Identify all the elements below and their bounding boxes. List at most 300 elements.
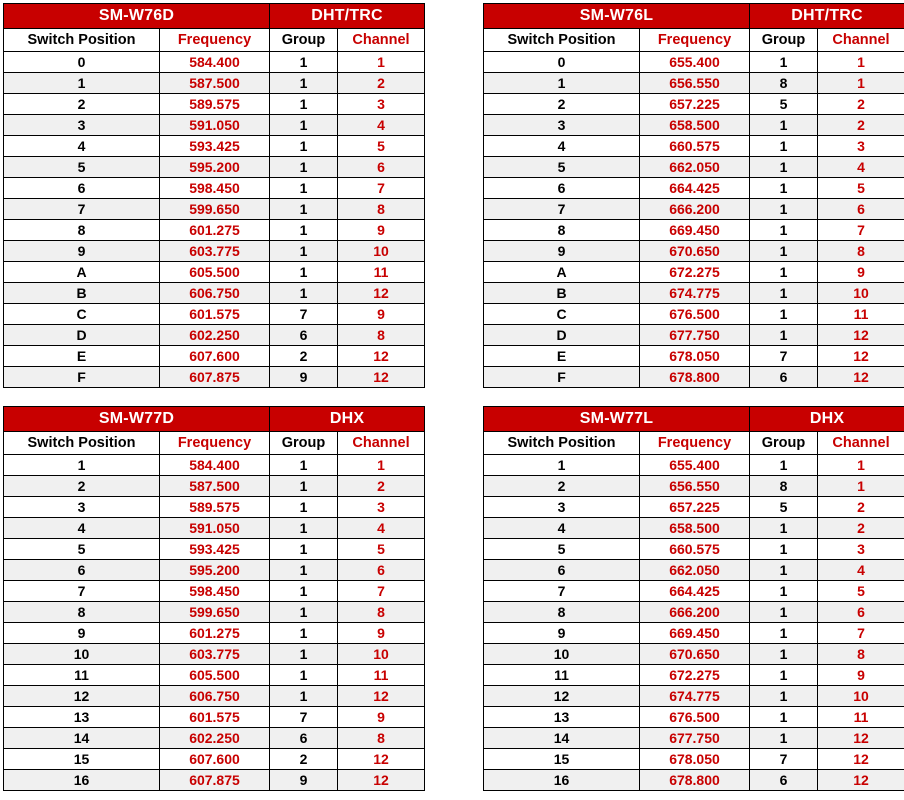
cell-frequency: 589.575 xyxy=(160,497,270,518)
cell-frequency: 678.800 xyxy=(640,367,750,388)
cell-frequency: 677.750 xyxy=(640,728,750,749)
cell-group: 6 xyxy=(270,325,338,346)
cell-channel: 4 xyxy=(338,518,425,539)
cell-channel: 3 xyxy=(338,497,425,518)
cell-group: 1 xyxy=(270,497,338,518)
cell-switch-position: 6 xyxy=(4,560,160,581)
cell-frequency: 591.050 xyxy=(160,518,270,539)
cell-channel: 9 xyxy=(818,665,904,686)
cell-switch-position: 2 xyxy=(484,94,640,115)
cell-group: 6 xyxy=(270,728,338,749)
cell-group: 1 xyxy=(270,560,338,581)
column-header-group: Group xyxy=(750,432,818,455)
cell-group: 1 xyxy=(750,455,818,476)
cell-frequency: 655.400 xyxy=(640,455,750,476)
cell-frequency: 602.250 xyxy=(160,728,270,749)
table-row xyxy=(484,728,904,749)
cell-group: 1 xyxy=(750,136,818,157)
table-row xyxy=(484,644,904,665)
cell-channel: 10 xyxy=(818,686,904,707)
cell-switch-position: 4 xyxy=(484,518,640,539)
cell-group: 1 xyxy=(750,220,818,241)
series-title: DHT/TRC xyxy=(270,4,425,29)
cell-channel: 11 xyxy=(818,304,904,325)
cell-switch-position: 10 xyxy=(4,644,160,665)
cell-switch-position: 8 xyxy=(484,602,640,623)
cell-frequency: 602.250 xyxy=(160,325,270,346)
cell-frequency: 599.650 xyxy=(160,199,270,220)
cell-switch-position: A xyxy=(484,262,640,283)
cell-channel: 2 xyxy=(818,518,904,539)
cell-channel: 6 xyxy=(818,199,904,220)
cell-group: 1 xyxy=(270,581,338,602)
table-row xyxy=(4,770,425,791)
cell-switch-position: F xyxy=(484,367,640,388)
cell-frequency: 589.575 xyxy=(160,94,270,115)
cell-channel: 11 xyxy=(338,262,425,283)
cell-channel: 5 xyxy=(818,178,904,199)
table-row xyxy=(484,623,904,644)
cell-channel: 4 xyxy=(338,115,425,136)
column-header-frequency: Frequency xyxy=(160,29,270,52)
cell-switch-position: 14 xyxy=(484,728,640,749)
table-row xyxy=(484,455,904,476)
table-title-row xyxy=(484,4,904,29)
cell-switch-position: 16 xyxy=(4,770,160,791)
column-header-group: Group xyxy=(270,29,338,52)
cell-switch-position: 9 xyxy=(4,241,160,262)
table-row xyxy=(484,539,904,560)
table-row xyxy=(484,749,904,770)
cell-frequency: 658.500 xyxy=(640,115,750,136)
cell-channel: 5 xyxy=(338,136,425,157)
cell-frequency: 662.050 xyxy=(640,157,750,178)
table-row xyxy=(4,178,425,199)
table-row xyxy=(484,476,904,497)
cell-channel: 3 xyxy=(818,539,904,560)
table-row xyxy=(484,707,904,728)
cell-frequency: 606.750 xyxy=(160,686,270,707)
cell-frequency: 678.800 xyxy=(640,770,750,791)
cell-channel: 12 xyxy=(338,770,425,791)
cell-switch-position: 6 xyxy=(4,178,160,199)
cell-switch-position: 14 xyxy=(4,728,160,749)
table-row xyxy=(484,115,904,136)
table-row xyxy=(4,560,425,581)
cell-group: 1 xyxy=(750,518,818,539)
column-header-group: Group xyxy=(750,29,818,52)
cell-frequency: 657.225 xyxy=(640,497,750,518)
table-row xyxy=(4,707,425,728)
cell-switch-position: 9 xyxy=(484,241,640,262)
table-row xyxy=(4,199,425,220)
cell-frequency: 591.050 xyxy=(160,115,270,136)
table-row xyxy=(484,602,904,623)
cell-frequency: 666.200 xyxy=(640,602,750,623)
cell-frequency: 607.875 xyxy=(160,770,270,791)
cell-switch-position: 13 xyxy=(4,707,160,728)
table-row xyxy=(484,94,904,115)
table-row xyxy=(4,623,425,644)
cell-frequency: 587.500 xyxy=(160,476,270,497)
cell-group: 1 xyxy=(270,686,338,707)
cell-group: 1 xyxy=(750,157,818,178)
cell-switch-position: 5 xyxy=(484,157,640,178)
cell-group: 1 xyxy=(750,178,818,199)
cell-channel: 9 xyxy=(338,623,425,644)
cell-frequency: 607.875 xyxy=(160,367,270,388)
table-row xyxy=(4,539,425,560)
cell-switch-position: 6 xyxy=(484,560,640,581)
cell-channel: 12 xyxy=(818,367,904,388)
cell-group: 1 xyxy=(750,623,818,644)
cell-group: 1 xyxy=(270,220,338,241)
column-header-frequency: Frequency xyxy=(640,432,750,455)
cell-group: 1 xyxy=(750,644,818,665)
cell-frequency: 677.750 xyxy=(640,325,750,346)
series-title: DHX xyxy=(270,407,425,432)
table-row xyxy=(4,749,425,770)
table-row xyxy=(484,325,904,346)
column-header-row xyxy=(4,432,425,455)
table-row xyxy=(4,581,425,602)
cell-group: 7 xyxy=(750,749,818,770)
cell-channel: 9 xyxy=(338,304,425,325)
cell-channel: 12 xyxy=(338,749,425,770)
cell-switch-position: D xyxy=(4,325,160,346)
table-row xyxy=(484,581,904,602)
table-title-row xyxy=(4,4,425,29)
cell-switch-position: 5 xyxy=(4,157,160,178)
cell-switch-position: 7 xyxy=(484,581,640,602)
cell-group: 1 xyxy=(270,602,338,623)
cell-group: 9 xyxy=(270,770,338,791)
table-row xyxy=(4,518,425,539)
cell-switch-position: F xyxy=(4,367,160,388)
table-row xyxy=(484,497,904,518)
table-row xyxy=(4,686,425,707)
column-header-switch-position: Switch Position xyxy=(484,432,640,455)
table-row xyxy=(484,262,904,283)
cell-frequency: 605.500 xyxy=(160,262,270,283)
cell-switch-position: 7 xyxy=(484,199,640,220)
cell-group: 1 xyxy=(750,728,818,749)
cell-channel: 12 xyxy=(818,325,904,346)
cell-channel: 11 xyxy=(818,707,904,728)
cell-channel: 12 xyxy=(818,770,904,791)
cell-switch-position: 13 xyxy=(484,707,640,728)
cell-group: 1 xyxy=(270,241,338,262)
cell-group: 1 xyxy=(270,157,338,178)
cell-switch-position: C xyxy=(484,304,640,325)
cell-group: 1 xyxy=(750,539,818,560)
cell-switch-position: 1 xyxy=(484,455,640,476)
cell-group: 6 xyxy=(750,367,818,388)
cell-group: 1 xyxy=(270,455,338,476)
cell-group: 5 xyxy=(750,94,818,115)
cell-group: 1 xyxy=(270,136,338,157)
cell-channel: 6 xyxy=(818,602,904,623)
cell-switch-position: 3 xyxy=(484,497,640,518)
series-title: DHT/TRC xyxy=(750,4,904,29)
table-row xyxy=(484,770,904,791)
cell-channel: 5 xyxy=(818,581,904,602)
cell-switch-position: 8 xyxy=(484,220,640,241)
series-title: DHX xyxy=(750,407,904,432)
table-row xyxy=(484,304,904,325)
cell-switch-position: 16 xyxy=(484,770,640,791)
cell-frequency: 666.200 xyxy=(640,199,750,220)
table-row xyxy=(4,283,425,304)
cell-switch-position: 10 xyxy=(484,644,640,665)
cell-channel: 8 xyxy=(818,644,904,665)
table-container xyxy=(483,406,904,791)
table-row xyxy=(484,686,904,707)
column-header-channel: Channel xyxy=(338,432,425,455)
frequency-table xyxy=(3,406,425,791)
cell-group: 1 xyxy=(750,115,818,136)
cell-switch-position: 7 xyxy=(4,581,160,602)
cell-frequency: 662.050 xyxy=(640,560,750,581)
cell-switch-position: 4 xyxy=(4,518,160,539)
cell-channel: 10 xyxy=(818,283,904,304)
cell-switch-position: 15 xyxy=(484,749,640,770)
cell-group: 7 xyxy=(270,304,338,325)
cell-group: 1 xyxy=(750,262,818,283)
column-header-row xyxy=(484,432,904,455)
cell-frequency: 678.050 xyxy=(640,346,750,367)
cell-frequency: 598.450 xyxy=(160,178,270,199)
model-title: SM-W77L xyxy=(484,407,750,432)
cell-switch-position: 4 xyxy=(4,136,160,157)
cell-switch-position: E xyxy=(484,346,640,367)
column-header-channel: Channel xyxy=(818,29,904,52)
cell-frequency: 603.775 xyxy=(160,644,270,665)
cell-channel: 1 xyxy=(818,476,904,497)
cell-group: 1 xyxy=(750,686,818,707)
cell-group: 1 xyxy=(270,94,338,115)
cell-channel: 7 xyxy=(338,178,425,199)
column-header-switch-position: Switch Position xyxy=(4,29,160,52)
cell-channel: 6 xyxy=(338,157,425,178)
table-title-row xyxy=(484,407,904,432)
cell-frequency: 593.425 xyxy=(160,136,270,157)
cell-group: 1 xyxy=(270,73,338,94)
cell-group: 1 xyxy=(750,241,818,262)
column-header-row xyxy=(4,29,425,52)
cell-frequency: 601.275 xyxy=(160,623,270,644)
table-row xyxy=(4,220,425,241)
cell-group: 2 xyxy=(270,749,338,770)
cell-channel: 2 xyxy=(338,476,425,497)
column-header-frequency: Frequency xyxy=(640,29,750,52)
cell-frequency: 664.425 xyxy=(640,178,750,199)
cell-group: 1 xyxy=(750,199,818,220)
cell-switch-position: 8 xyxy=(4,602,160,623)
cell-group: 1 xyxy=(750,602,818,623)
cell-frequency: 676.500 xyxy=(640,304,750,325)
cell-frequency: 674.775 xyxy=(640,686,750,707)
cell-channel: 8 xyxy=(338,199,425,220)
cell-frequency: 595.200 xyxy=(160,157,270,178)
table-row xyxy=(4,728,425,749)
cell-channel: 7 xyxy=(818,220,904,241)
cell-group: 9 xyxy=(270,367,338,388)
cell-channel: 3 xyxy=(338,94,425,115)
table-row xyxy=(4,241,425,262)
cell-channel: 1 xyxy=(338,52,425,73)
cell-channel: 12 xyxy=(818,728,904,749)
cell-channel: 12 xyxy=(338,283,425,304)
cell-channel: 2 xyxy=(818,94,904,115)
table-row xyxy=(484,367,904,388)
cell-group: 1 xyxy=(750,581,818,602)
cell-frequency: 656.550 xyxy=(640,476,750,497)
cell-channel: 12 xyxy=(818,346,904,367)
table-row xyxy=(484,157,904,178)
cell-frequency: 655.400 xyxy=(640,52,750,73)
cell-switch-position: 0 xyxy=(484,52,640,73)
cell-frequency: 672.275 xyxy=(640,665,750,686)
cell-group: 1 xyxy=(750,304,818,325)
cell-switch-position: 3 xyxy=(484,115,640,136)
column-header-switch-position: Switch Position xyxy=(484,29,640,52)
cell-switch-position: 9 xyxy=(4,623,160,644)
table-row xyxy=(4,367,425,388)
cell-group: 1 xyxy=(270,178,338,199)
column-header-switch-position: Switch Position xyxy=(4,432,160,455)
cell-group: 1 xyxy=(270,623,338,644)
table-row xyxy=(484,73,904,94)
cell-frequency: 672.275 xyxy=(640,262,750,283)
table-title-row xyxy=(4,407,425,432)
model-title: SM-W76L xyxy=(484,4,750,29)
cell-frequency: 587.500 xyxy=(160,73,270,94)
cell-frequency: 599.650 xyxy=(160,602,270,623)
cell-frequency: 584.400 xyxy=(160,52,270,73)
table-row xyxy=(4,52,425,73)
cell-group: 1 xyxy=(750,283,818,304)
cell-group: 1 xyxy=(270,644,338,665)
cell-frequency: 593.425 xyxy=(160,539,270,560)
column-header-frequency: Frequency xyxy=(160,432,270,455)
cell-switch-position: D xyxy=(484,325,640,346)
cell-switch-position: 12 xyxy=(4,686,160,707)
table-row xyxy=(4,325,425,346)
cell-group: 1 xyxy=(270,199,338,220)
cell-group: 1 xyxy=(270,665,338,686)
cell-frequency: 657.225 xyxy=(640,94,750,115)
table-row xyxy=(4,455,425,476)
cell-channel: 8 xyxy=(338,728,425,749)
frequency-table xyxy=(483,3,904,388)
cell-channel: 1 xyxy=(818,73,904,94)
cell-channel: 2 xyxy=(338,73,425,94)
cell-channel: 8 xyxy=(338,325,425,346)
cell-switch-position: 8 xyxy=(4,220,160,241)
cell-channel: 7 xyxy=(338,581,425,602)
frequency-table xyxy=(3,3,425,388)
cell-group: 8 xyxy=(750,73,818,94)
cell-frequency: 601.575 xyxy=(160,304,270,325)
cell-channel: 8 xyxy=(818,241,904,262)
table-container xyxy=(3,3,427,388)
cell-frequency: 606.750 xyxy=(160,283,270,304)
table-container xyxy=(3,406,427,791)
cell-switch-position: 4 xyxy=(484,136,640,157)
cell-channel: 12 xyxy=(338,367,425,388)
cell-frequency: 676.500 xyxy=(640,707,750,728)
table-row xyxy=(484,136,904,157)
cell-switch-position: 3 xyxy=(4,497,160,518)
table-container xyxy=(483,3,904,388)
cell-switch-position: 6 xyxy=(484,178,640,199)
cell-frequency: 584.400 xyxy=(160,455,270,476)
cell-switch-position: B xyxy=(4,283,160,304)
cell-channel: 12 xyxy=(818,749,904,770)
cell-channel: 12 xyxy=(338,686,425,707)
cell-channel: 9 xyxy=(338,220,425,241)
cell-group: 1 xyxy=(270,115,338,136)
table-row xyxy=(484,52,904,73)
cell-group: 1 xyxy=(270,476,338,497)
table-row xyxy=(4,497,425,518)
cell-channel: 1 xyxy=(818,455,904,476)
frequency-table xyxy=(483,406,904,791)
cell-frequency: 660.575 xyxy=(640,136,750,157)
table-row xyxy=(484,241,904,262)
cell-group: 1 xyxy=(750,560,818,581)
column-header-channel: Channel xyxy=(338,29,425,52)
model-title: SM-W76D xyxy=(4,4,270,29)
cell-channel: 7 xyxy=(818,623,904,644)
cell-group: 7 xyxy=(750,346,818,367)
cell-switch-position: 12 xyxy=(484,686,640,707)
cell-group: 5 xyxy=(750,497,818,518)
cell-channel: 10 xyxy=(338,241,425,262)
cell-channel: 4 xyxy=(818,157,904,178)
cell-switch-position: 5 xyxy=(484,539,640,560)
cell-switch-position: A xyxy=(4,262,160,283)
cell-channel: 9 xyxy=(818,262,904,283)
table-row xyxy=(4,602,425,623)
cell-switch-position: 1 xyxy=(484,73,640,94)
cell-group: 6 xyxy=(750,770,818,791)
cell-channel: 3 xyxy=(818,136,904,157)
cell-frequency: 656.550 xyxy=(640,73,750,94)
table-row xyxy=(484,560,904,581)
cell-switch-position: 3 xyxy=(4,115,160,136)
cell-group: 1 xyxy=(750,665,818,686)
table-row xyxy=(4,94,425,115)
cell-switch-position: 1 xyxy=(4,455,160,476)
column-header-group: Group xyxy=(270,432,338,455)
table-row xyxy=(4,115,425,136)
cell-channel: 5 xyxy=(338,539,425,560)
cell-switch-position: 2 xyxy=(4,476,160,497)
cell-switch-position: E xyxy=(4,346,160,367)
cell-frequency: 605.500 xyxy=(160,665,270,686)
cell-channel: 8 xyxy=(338,602,425,623)
cell-switch-position: B xyxy=(484,283,640,304)
cell-switch-position: 7 xyxy=(4,199,160,220)
column-header-channel: Channel xyxy=(818,432,904,455)
cell-frequency: 607.600 xyxy=(160,346,270,367)
column-header-row xyxy=(484,29,904,52)
cell-frequency: 669.450 xyxy=(640,623,750,644)
cell-group: 1 xyxy=(270,539,338,560)
cell-frequency: 670.650 xyxy=(640,644,750,665)
